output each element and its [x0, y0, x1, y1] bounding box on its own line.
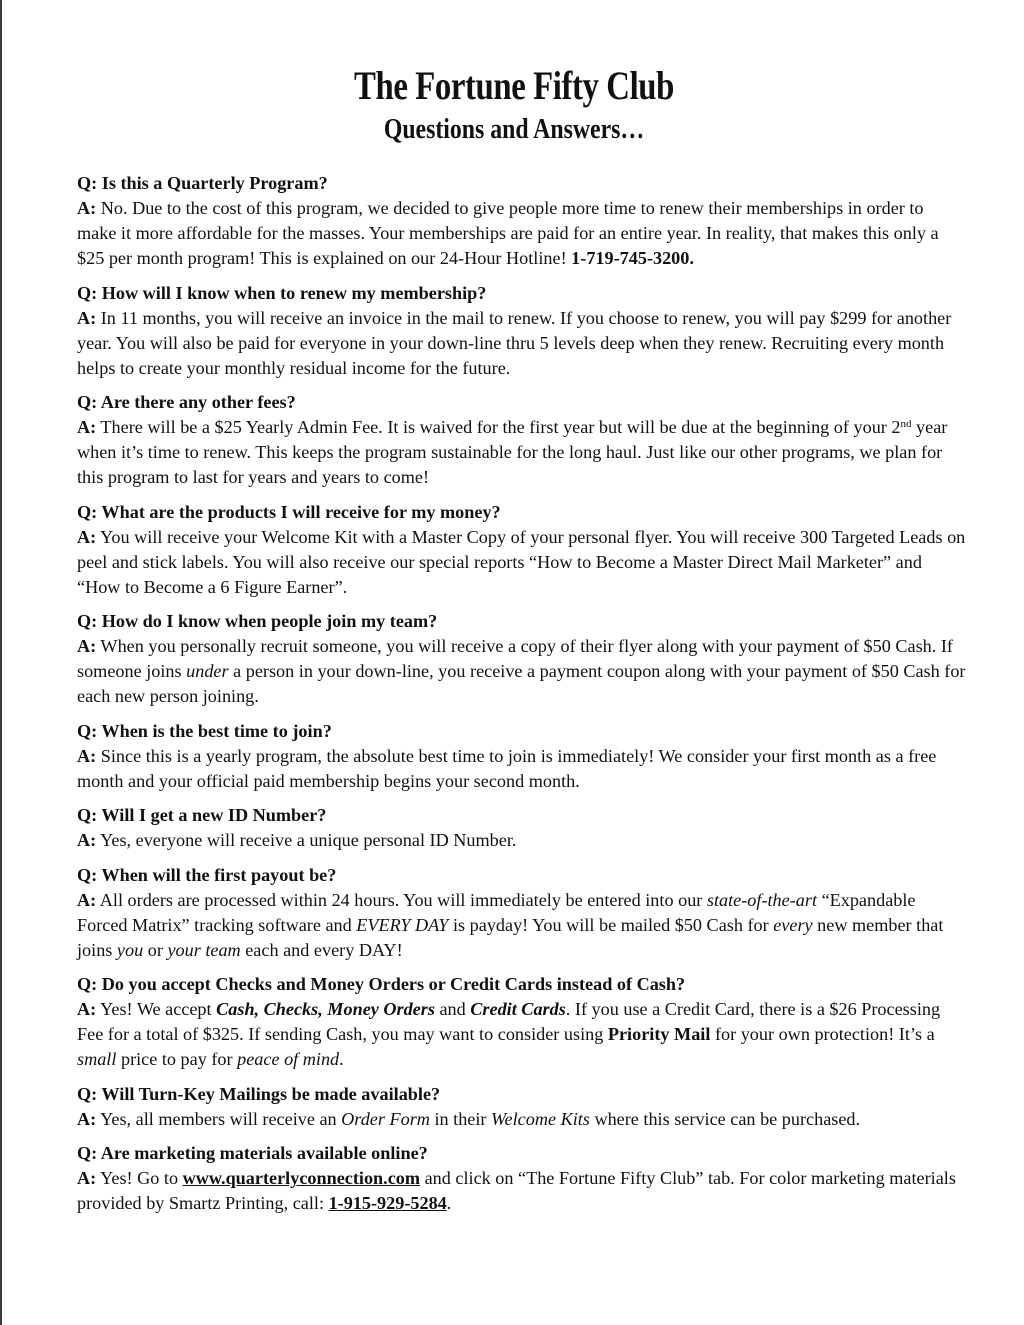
question: Q: What are the products I will receive for my money?: [77, 501, 501, 522]
printing-phone: 1-915-929-5284: [328, 1193, 447, 1213]
answer: A: Since this is a yearly program, the absolute best time to join is immediately! We consider your first month as a free month and your official paid membership begins your second month.: [77, 745, 937, 791]
qa-item-payment-methods: [77, 972, 967, 1072]
question: Q: Will I get a new ID Number?: [77, 805, 327, 825]
answer-label: A:: [77, 999, 97, 1019]
qa-item-quarterly: [77, 171, 967, 271]
answer: A: Yes, all members will receive an Order Form in their Welcome Kits where this service can be purchased.: [77, 1108, 861, 1129]
qa-list: [77, 171, 967, 1226]
website-link[interactable]: www.quarterlyconnection.com: [182, 1168, 421, 1188]
qa-item-products: [77, 500, 967, 600]
answer: A: In 11 months, you will receive an invoice in the mail to renew. If you choose to renew, you will pay $299 for another year. You will also be paid for everyone in your down-line thru 5 levels deep when they renew. Recruiting every month helps to create your monthly residual income for the future.: [77, 307, 952, 378]
question: Q: Do you accept Checks and Money Orders or Credit Cards instead of Cash?: [77, 974, 686, 994]
answer: A: You will receive your Welcome Kit with a Master Copy of your personal flyer. You will receive 300 Targeted Leads on peel and stick labels. You will also receive our special reports “How to Become a Master Direct Mail Marketer” and “How to Become a 6 Figure Earner”.: [77, 526, 966, 597]
answer: A: When you personally recruit someone, you will receive a copy of their flyer along with your payment of $50 Cash. If someone joins under a person in your down-line, you receive a payment coupon along with your payment of $50 Cash for each new person joining.: [77, 636, 966, 706]
qa-item-best-time: [77, 719, 967, 794]
qa-item-renew: [77, 281, 967, 381]
qa-item-fees: [77, 390, 967, 490]
hotline-phone: 1-719-745-3200.: [571, 248, 694, 268]
question: Q: When is the best time to join?: [77, 720, 332, 741]
answer-label: A:: [77, 307, 97, 328]
answer: A: Yes, everyone will receive a unique personal ID Number.: [77, 830, 517, 850]
qa-item-id-number: [77, 803, 967, 853]
question: Q: Will Turn-Key Mailings be made available?: [77, 1083, 441, 1104]
question: Q: When will the first payout be?: [77, 864, 337, 885]
question: Q: How do I know when people join my team?: [77, 611, 438, 631]
answer: A: There will be a $25 Yearly Admin Fee. It is waived for the first year but will be due at the beginning of your 2nd year when it’s time to renew. This keeps the program sustainable for the long haul. Just like our other programs, we plan for this program to last for years and years to come!: [77, 417, 948, 487]
page-subtitle: Questions and Answers…: [383, 113, 645, 145]
answer-label: A:: [77, 198, 97, 218]
answer-label: A:: [77, 745, 97, 766]
answer-label: A:: [77, 1168, 97, 1188]
qa-item-team: [77, 609, 967, 709]
answer-label: A:: [77, 1108, 97, 1129]
qa-item-payout: [77, 863, 967, 963]
answer: A: Yes! Go to www.quarterlyconnection.com and click on “The Fortune Fifty Club” tab. For color marketing materials provided by Smartz Printing, call: 1-915-929-5284.: [77, 1168, 956, 1213]
page-title: The Fortune Fifty Club: [354, 63, 674, 108]
answer-label: A:: [77, 889, 97, 910]
qa-item-online-materials: [77, 1141, 967, 1216]
answer: A: Yes! We accept Cash, Checks, Money Orders and Credit Cards. If you use a Credit Card, there is a $26 Processing Fee for a total of $325. If sending Cash, you may want to consider using Priority Mail for your own protection! It’s a small price to pay for peace of mind.: [77, 999, 941, 1069]
question: Q: How will I know when to renew my membership?: [77, 282, 487, 303]
answer: A: No. Due to the cost of this program, we decided to give people more time to renew their memberships in order to make it more affordable for the masses. Your memberships are paid for an entire year. In reality, that makes this only a $25 per month program! This is explained on our 24-Hour Hotline! 1-719-745-3200.: [77, 198, 939, 268]
answer-label: A:: [77, 636, 97, 656]
question: Q: Are marketing materials available online?: [77, 1143, 428, 1163]
answer-label: A:: [77, 417, 97, 437]
question: Q: Are there any other fees?: [77, 392, 296, 412]
answer-label: A:: [77, 526, 97, 547]
answer: A: All orders are processed within 24 hours. You will immediately be entered into our state-of-the-art “Expandable Forced Matrix” tracking software and EVERY DAY is payday! You will be mailed $50 Cash for every new member that joins you or your team each and every DAY!: [77, 889, 944, 960]
question: Q: Is this a Quarterly Program?: [77, 173, 328, 193]
qa-item-turn-key: [77, 1082, 967, 1132]
answer-label: A:: [77, 830, 97, 850]
